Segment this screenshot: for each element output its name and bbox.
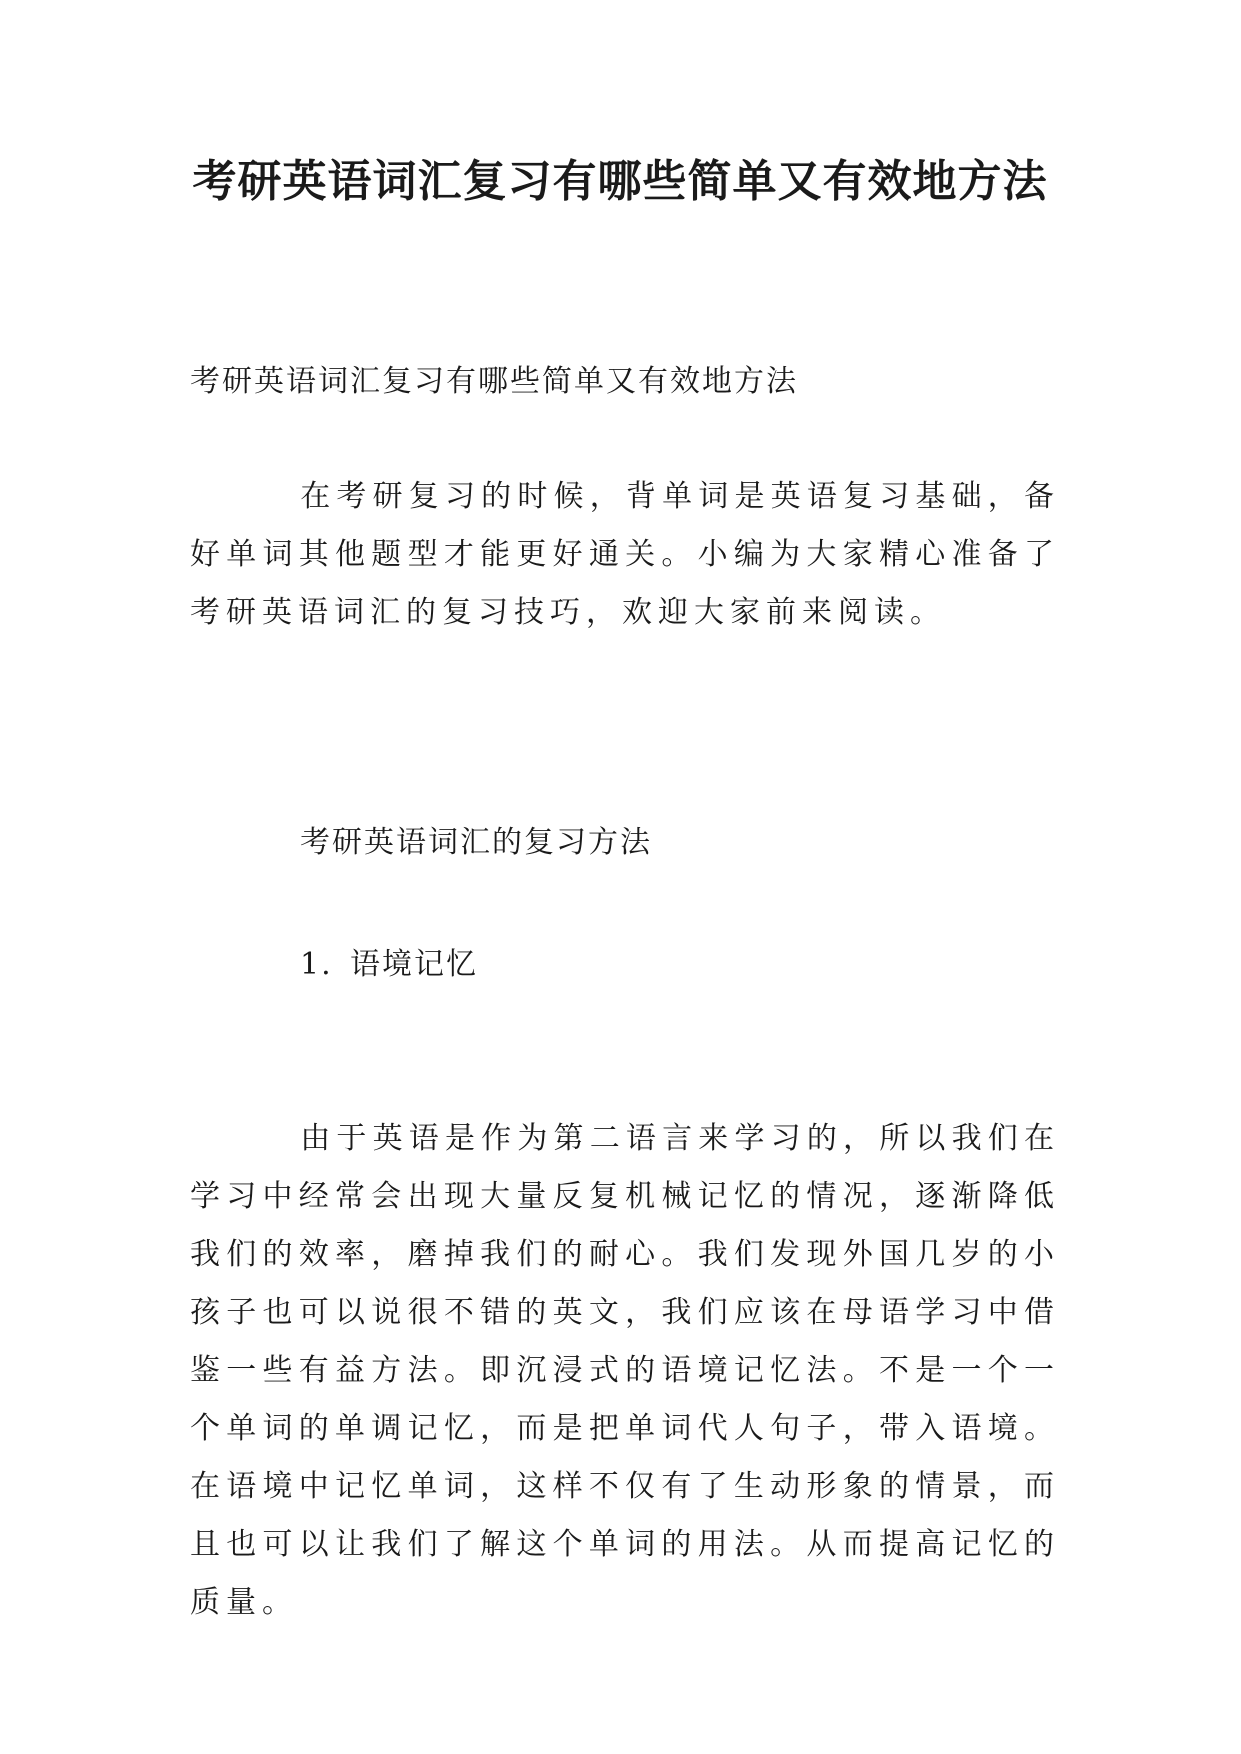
document-title: 考研英语词汇复习有哪些简单又有效地方法 [192, 156, 1048, 207]
list-item [300, 940, 478, 990]
body-text: 由于英语是作为第二语言来学习的，所以我们在学习中经常会出现大量反复机械记忆的情况，逐渐降低我们的效率，磨掉我们的耐心。我们发现外国几岁的小孩子也可以说很不错的英文，我们应该在母语学习中借鉴一些有益方法。即沉浸式的语境记忆法。不是一个一个单词的单调记忆，而是把单词代人句子，带入语境。在语境中记忆单词，这样不仅有了生动形象的情景，而且也可以让我们了解这个单词的用法。从而提高记忆的质量。 [190, 1121, 1060, 1620]
body-paragraph [190, 1110, 1060, 1632]
list-item-number: 1. [300, 947, 333, 982]
intro-paragraph [190, 468, 1060, 642]
intro-text: 在考研复习的时候，背单词是英语复习基础，备好单词其他题型才能更好通关。小编为大家精心准备了考研英语词汇的复习技巧，欢迎大家前来阅读。 [190, 479, 1060, 630]
list-item-label: 语境记忆 [350, 947, 478, 982]
section-heading: 考研英语词汇的复习方法 [300, 825, 652, 860]
document-subtitle: 考研英语词汇复习有哪些简单又有效地方法 [190, 364, 798, 399]
